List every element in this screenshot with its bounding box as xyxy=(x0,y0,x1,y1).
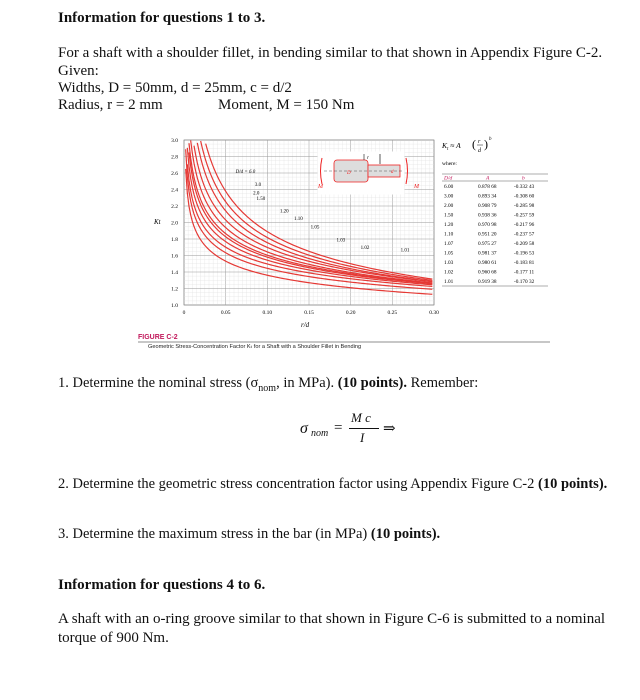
table-cell: 0.980 61 xyxy=(478,260,497,266)
svg-text:r: r xyxy=(367,156,369,161)
formula-arrow: ⇒ xyxy=(383,421,396,437)
formula-kt xyxy=(441,137,492,167)
q2-points: (10 points). xyxy=(537,476,608,492)
table-cell: 1.50 xyxy=(444,212,454,219)
curve-label: 1.05 xyxy=(310,225,320,231)
table-header: D/d xyxy=(444,175,453,182)
q1-text2: , in MPa). xyxy=(276,375,335,391)
formula-denominator: I xyxy=(360,430,365,445)
svg-text:): ) xyxy=(484,137,488,151)
table-cell: 0.970 98 xyxy=(478,222,497,228)
svg-text:b: b xyxy=(489,137,492,142)
svg-text:d: d xyxy=(391,170,394,175)
shaft-diagram xyxy=(318,152,408,194)
y-tick-label: 2.4 xyxy=(171,187,178,194)
y-tick-label: 2.0 xyxy=(171,220,178,227)
figure-c2 xyxy=(138,130,550,340)
y-tick-label: 1.6 xyxy=(171,253,178,260)
x-tick-label: 0.05 xyxy=(220,310,231,316)
table-cell: -0.177 11 xyxy=(514,269,535,276)
table-cell: 1.02 xyxy=(444,269,454,276)
table-cell: 0.919 38 xyxy=(478,279,497,285)
table-header: A xyxy=(486,175,490,182)
table-cell: 1.10 xyxy=(444,231,454,238)
y-tick-label: 1.0 xyxy=(171,303,178,309)
y-tick-label: 3.0 xyxy=(171,138,178,144)
x-tick-label: 0.20 xyxy=(345,310,356,316)
section-header-q4-6: Information for questions 4 to 6. xyxy=(58,577,266,593)
given-label: Given: xyxy=(58,63,99,79)
table-cell: 0.908 79 xyxy=(478,203,497,209)
question-1 xyxy=(58,374,478,398)
formula-lhs-sub: nom xyxy=(311,428,329,439)
section-header-q1-3: Information for questions 1 to 3. xyxy=(58,10,266,26)
y-tick-label: 2.2 xyxy=(171,204,178,210)
table-cell: -0.170 32 xyxy=(514,279,535,285)
q1-sub: nom xyxy=(258,382,277,394)
svg-text:(: ( xyxy=(472,137,476,151)
curve-label: 3.0 xyxy=(254,183,262,189)
table-cell: -0.217 96 xyxy=(514,222,535,228)
table-header: b xyxy=(522,175,525,182)
q4-intro-line1: A shaft with an o-ring groove similar to that shown in Figure C-6 is submitted to a nominal xyxy=(58,611,606,627)
q1-remember: Remember: xyxy=(410,375,479,391)
table-cell: 1.03 xyxy=(444,260,454,266)
table-cell: -0.257 59 xyxy=(514,212,535,219)
q3-points: (10 points). xyxy=(370,526,441,542)
table-cell: 0.960 68 xyxy=(478,269,497,276)
formula-where: where: xyxy=(442,161,457,167)
fraction-bar xyxy=(349,428,379,429)
formula-numerator: M c xyxy=(351,410,371,425)
table-cell: -0.209 58 xyxy=(514,241,535,247)
q1-text: 1. Determine the nominal stress (σ xyxy=(58,375,259,391)
table-cell: 0.878 68 xyxy=(478,184,497,190)
x-tick-label: 0.25 xyxy=(387,310,398,316)
table-cell: 0.893 34 xyxy=(478,193,497,200)
table-cell: 0.938 36 xyxy=(478,212,497,219)
question-2 xyxy=(58,475,607,494)
figure-caption-text: Geometric Stress-Concentration Factor Kₜ for a Shaft with a Shoulder Fillet in Bending xyxy=(148,344,362,350)
y-tick-label: 1.4 xyxy=(171,270,178,276)
question-3 xyxy=(58,525,440,544)
table-cell: 2.00 xyxy=(444,203,454,209)
table-cell: 1.20 xyxy=(444,222,454,228)
table-cell: -0.183 81 xyxy=(514,260,535,266)
curve-label: 1.20 xyxy=(279,209,289,215)
table-cell: -0.237 57 xyxy=(514,231,535,238)
formula-equals: = xyxy=(334,420,343,436)
given-widths: Widths, D = 50mm, d = 25mm, c = d/2 xyxy=(58,80,292,96)
x-axis-label: r/d xyxy=(301,321,310,329)
curve-label: 1.01 xyxy=(400,248,410,254)
table-cell: 0.981 37 xyxy=(478,250,497,257)
y-tick-label: 1.2 xyxy=(171,286,178,293)
table-cell: 0.975 27 xyxy=(478,241,497,247)
table-cell: 6.00 xyxy=(444,184,454,190)
table-cell: 3.00 xyxy=(444,193,454,200)
table-cell: -0.332 43 xyxy=(514,184,535,190)
x-tick-label: 0 xyxy=(182,310,186,316)
svg-text:Kt ≈ A: $K_t \approx A$ xyxy=(442,141,461,152)
table-cell: -0.196 53 xyxy=(514,250,535,257)
curve-label: 1.50 xyxy=(256,197,266,203)
svg-text:D: D xyxy=(347,171,351,176)
y-tick-label: 2.6 xyxy=(171,171,178,177)
table-cell: 1.01 xyxy=(444,279,454,285)
given-moment: Moment, M = 150 Nm xyxy=(218,97,355,113)
q1-points: (10 points). xyxy=(337,375,407,391)
formula-lhs: σ xyxy=(300,420,308,437)
y-tick-label: 2.8 xyxy=(171,154,178,161)
curve-label: 1.10 xyxy=(294,217,303,223)
curve-label: 2.0 xyxy=(253,191,260,197)
y-axis-label: Kt xyxy=(154,218,161,226)
svg-text:M: M xyxy=(414,184,419,190)
curve-label: 1.03 xyxy=(336,238,346,244)
q2-text: 2. Determine the geometric stress concentration factor using Appendix Figure C-2 xyxy=(58,476,535,492)
coefficient-table xyxy=(442,174,548,286)
figure-caption-label: FIGURE C-2 xyxy=(138,334,178,340)
y-tick-label: 1.8 xyxy=(171,237,178,243)
curve-label: D/d = 6.0 xyxy=(235,170,256,175)
x-tick-label: 0.10 xyxy=(262,310,273,316)
formula-nominal-stress xyxy=(300,410,420,450)
table-cell: -0.285 98 xyxy=(514,203,535,209)
table-cell: 1.05 xyxy=(444,250,454,257)
x-tick-label: 0.30 xyxy=(429,310,439,316)
given-radius: Radius, r = 2 mm xyxy=(58,97,163,113)
intro-line: For a shaft with a shoulder fillet, in bending similar to that shown in Appendix Figure C-2. xyxy=(58,45,603,61)
table-cell: 0.951 20 xyxy=(478,231,497,238)
q3-text: 3. Determine the maximum stress in the bar (in MPa) xyxy=(58,526,368,542)
svg-text:r: r xyxy=(478,139,481,145)
curve-label: 1.02 xyxy=(360,245,370,251)
table-cell: -0.308 60 xyxy=(514,193,535,200)
table-cell: 1.07 xyxy=(444,241,454,247)
svg-text:d: d xyxy=(478,148,481,154)
x-tick-label: 0.15 xyxy=(304,310,314,316)
q4-intro-line2: torque of 900 Nm. xyxy=(58,630,169,646)
svg-text:M: M xyxy=(318,184,323,190)
caption-rule xyxy=(138,341,550,343)
